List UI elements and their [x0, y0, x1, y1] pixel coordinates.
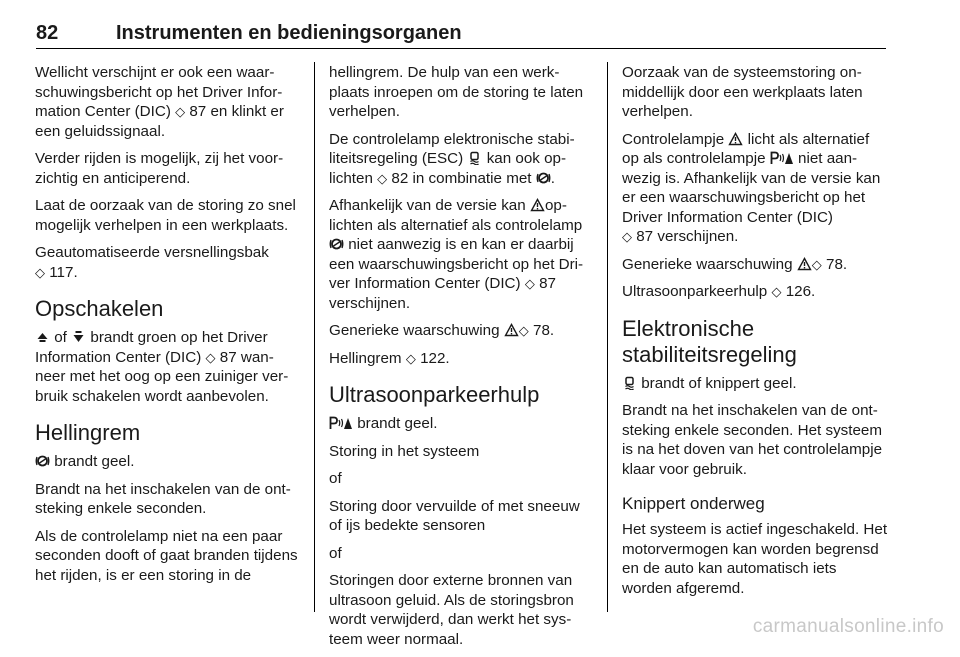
esc-icon: [467, 151, 482, 165]
subsection-heading-knippert-onderweg: Knippert onderweg: [622, 494, 765, 513]
paragraph: Generieke waarschuwing ◇ 78.: [329, 322, 555, 339]
column-2: [329, 63, 593, 657]
paragraph: Geautomatiseerde versnellingsbak ◇ 117.: [35, 244, 269, 281]
hill-hold-icon: [329, 237, 344, 251]
paragraph: Wellicht verschijnt er ook een waarschuwingsbericht op het Driver Information Center (DIC) ◇ 87 en klinkt er een geluidssignaal.: [35, 64, 284, 140]
paragraph: Als de controlelamp niet na een paar seconden dooft of gaat branden tijdens het rijden, is er een storing in de: [35, 527, 298, 584]
page-ref-arrow-icon: ◇: [524, 276, 535, 291]
paragraph: Afhankelijk van de versie kan oplichten als alternatief als controlelamp niet aanwezig is en kan er daarbij een waarschuwingsbericht op het Driver Information Center (DIC) ◇ 87 verschijnen.: [329, 197, 584, 312]
section-heading-elektronische-stabiliteitsregeling: Elektronische stabiliteitsregeling: [622, 315, 797, 367]
column-divider: [607, 62, 608, 612]
column-3: [622, 63, 890, 606]
paragraph: of: [329, 470, 342, 487]
page-ref-arrow-icon: ◇: [405, 350, 416, 366]
page-ref-arrow-icon: ◇: [771, 284, 782, 299]
page-ref-arrow-icon: ◇: [622, 229, 632, 244]
hill-hold-icon: [35, 454, 50, 468]
paragraph: Het systeem is actief ingeschakeld. Het motorvermogen kan worden begrensd en de auto kan automatisch iets worden afgeremd.: [622, 521, 888, 597]
page-ref-arrow-icon: ◇: [35, 264, 45, 280]
paragraph: Ultrasoonparkeerhulp ◇ 126.: [622, 283, 816, 300]
section-heading-ultrasoonparkeerhulp: Ultrasoonparkeerhulp: [329, 382, 540, 407]
downshift-arrow-icon: [71, 330, 86, 344]
parking-assist-icon: [329, 416, 353, 430]
section-heading-hellingrem: Hellingrem: [35, 420, 141, 445]
paragraph: Hellingrem ◇ 122.: [329, 349, 450, 367]
parking-assist-icon: [770, 151, 794, 165]
paragraph: hellingrem. De hulp van een werkplaats inroepen om de storing te laten verhelpen.: [329, 64, 584, 120]
column-divider: [314, 62, 315, 612]
page-number: 82: [36, 22, 59, 44]
paragraph: brandt geel.: [329, 414, 593, 434]
warning-triangle-icon: [797, 257, 812, 271]
header-rule: [36, 48, 886, 49]
paragraph: Storing door vervuilde of met sneeuw of ijs bedekte sensoren: [329, 497, 580, 534]
paragraph: De controlelamp elektronische stabiliteitsregeling (ESC) kan ook oplichten ◇ 82 in combinatie met .: [329, 130, 575, 187]
paragraph: Laat de oorzaak van de storing zo snel mogelijk verhelpen in een werkplaats.: [35, 197, 296, 234]
page-ref-arrow-icon: ◇: [175, 104, 186, 119]
paragraph: Storing in het systeem: [329, 442, 480, 460]
section-heading-opschakelen: Opschakelen: [35, 296, 164, 321]
paragraph: brandt of knippert geel.: [622, 374, 890, 394]
hill-hold-icon: [536, 171, 551, 185]
page-ref-arrow-icon: ◇: [811, 256, 822, 272]
warning-triangle-icon: [530, 198, 545, 212]
paragraph: of brandt groen op het Driver Information Center (DIC) ◇ 87 wanneer met het oog op een zuiniger verbruik schakelen wordt aanbevolen.: [35, 329, 289, 405]
paragraph: Storingen door externe bronnen van ultrasoon geluid. Als de storingsbron wordt verwijderd, dan werkt het systeem weer normaal.: [329, 572, 574, 648]
paragraph: Verder rijden is mogelijk, zij het voorzichtig en anticiperend.: [35, 150, 284, 187]
page-ref-arrow-icon: ◇: [518, 323, 529, 338]
chapter-title: Instrumenten en bedieningsorganen: [116, 22, 462, 44]
esc-icon: [622, 376, 637, 390]
page-ref-arrow-icon: ◇: [205, 349, 216, 365]
warning-triangle-icon: [504, 323, 519, 337]
paragraph: brandt geel.: [35, 452, 299, 472]
watermark: carmanualsonline.info: [752, 616, 944, 637]
paragraph: Brandt na het inschakelen van de ontsteking enkele seconden. Het systeem is na het doven van het controlelampje klaar voor gebruik.: [622, 402, 883, 478]
upshift-arrow-icon: [35, 330, 50, 344]
column-1: [35, 63, 299, 593]
page-ref-arrow-icon: ◇: [377, 170, 388, 186]
paragraph: Controlelampje licht als alternatief op als controlelampje niet aanwezig is. Afhankelijk van de versie kan er een waarschuwingsbericht op het Driver Information Center (DIC) ◇ 87 verschijnen.: [622, 130, 881, 245]
paragraph: Generieke waarschuwing ◇ 78.: [622, 255, 848, 273]
paragraph: Oorzaak van de systeemstoring onmiddellijk door een werkplaats laten verhelpen.: [622, 64, 863, 120]
paragraph: Brandt na het inschakelen van de ontsteking enkele seconden.: [35, 480, 291, 517]
paragraph: of: [329, 544, 342, 562]
warning-triangle-icon: [728, 132, 743, 146]
page-header: [36, 22, 886, 50]
